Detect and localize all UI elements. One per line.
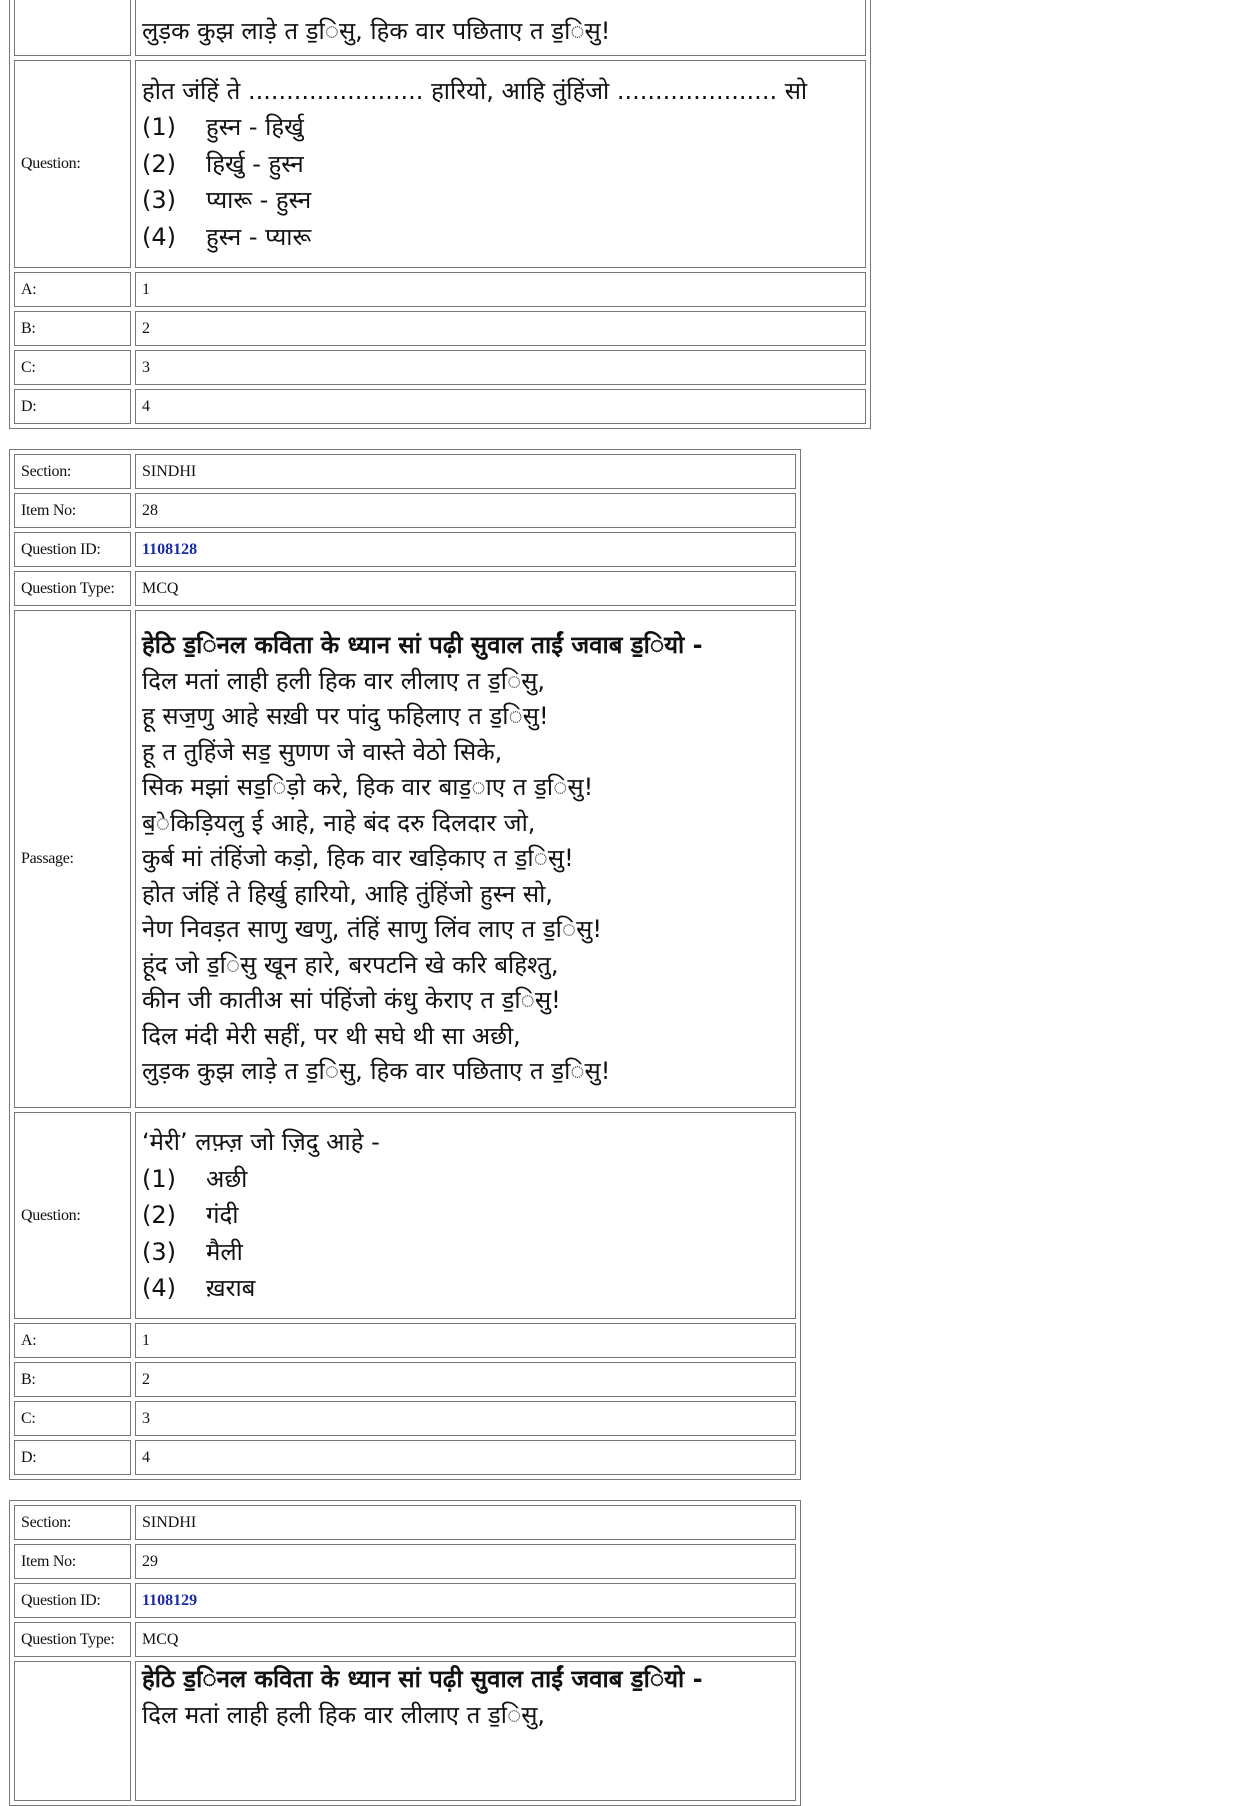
- question-stem: होत जंहिं ते ....................... हारियो, आहि तुंहिंजो ..................... सो: [142, 76, 808, 105]
- section-value: SINDHI: [135, 1505, 796, 1540]
- question-type-label: Question Type:: [14, 1622, 131, 1657]
- answer-c-label: C:: [14, 350, 131, 385]
- option-text: हुस्न - प्यारू: [206, 222, 312, 251]
- answer-b-value: 2: [135, 311, 866, 346]
- answer-a-row: [14, 1323, 796, 1358]
- option-3: [142, 1234, 789, 1271]
- answer-d-label: D:: [14, 1440, 131, 1475]
- passage-line: हू सज॒णु आहे सख़ी पर पांदु फहिलाए त ड॒िसु!: [142, 702, 549, 731]
- passage-line: हू त तुहिंजे सड॒ सुणण जे वास्ते वेठो सिके,: [142, 737, 503, 766]
- answer-b-row: [14, 311, 866, 346]
- question-row: [14, 60, 866, 268]
- question-block-29: [9, 1500, 801, 1806]
- item-no-value: 28: [135, 493, 796, 528]
- passage-row: [14, 1661, 796, 1801]
- answer-c-row: [14, 350, 866, 385]
- option-1: [142, 109, 859, 146]
- passage-label: [14, 0, 131, 56]
- option-number: (2): [142, 149, 176, 178]
- option-number: (1): [142, 113, 176, 142]
- option-1: [142, 1161, 789, 1198]
- question-label: Question:: [14, 1112, 131, 1319]
- item-no-label: Item No:: [14, 1544, 131, 1579]
- question-content: [135, 60, 866, 268]
- passage-content: [135, 610, 796, 1108]
- question-label: Question:: [14, 60, 131, 268]
- answer-c-value: 3: [135, 350, 866, 385]
- option-number: (4): [142, 1274, 176, 1303]
- question-type-value: MCQ: [135, 1622, 796, 1657]
- option-text: अछी: [206, 1164, 248, 1193]
- answer-d-row: [14, 389, 866, 424]
- question-block-27: [9, 0, 871, 429]
- question-type-label: Question Type:: [14, 571, 131, 606]
- question-type-value: MCQ: [135, 571, 796, 606]
- answer-d-label: D:: [14, 389, 131, 424]
- section-row: [14, 1505, 796, 1540]
- answer-b-row: [14, 1362, 796, 1397]
- answer-a-value: 1: [135, 272, 866, 307]
- section-value: SINDHI: [135, 454, 796, 489]
- answer-a-label: A:: [14, 1323, 131, 1358]
- passage-content: [135, 1661, 796, 1801]
- passage-heading: हेठि ड॒िनल कविता के ध्यान सां पढ़ी सुवाल ताईं जवाब ड॒ियो -: [142, 1665, 703, 1693]
- question-type-row: [14, 571, 796, 606]
- question-stem: ‘मेरी’ लफ़्ज़ जो ज़िदु आहे -: [142, 1128, 380, 1157]
- option-2: [142, 146, 859, 183]
- option-text: हिर्खु - हुस्न: [206, 149, 304, 178]
- option-text: प्यारू - हुस्न: [206, 186, 312, 215]
- answer-a-value: 1: [135, 1323, 796, 1358]
- option-number: (4): [142, 222, 176, 251]
- passage-line: सिक मझां सड॒िड़ो करे, हिक वार बाड॒ाए त ड॒िसु!: [142, 773, 594, 802]
- answer-d-value: 4: [135, 1440, 796, 1475]
- option-number: (3): [142, 1237, 176, 1266]
- passage-line: होत जंहिं ते हिर्खु हारियो, आहि तुंहिंजो हुस्न सो,: [142, 879, 553, 908]
- option-number: (2): [142, 1201, 176, 1230]
- passage-label: [14, 1661, 131, 1801]
- option-text: ख़राब: [206, 1274, 256, 1303]
- question-type-row: [14, 1622, 796, 1657]
- option-4: [142, 1270, 789, 1307]
- answer-b-label: B:: [14, 1362, 131, 1397]
- passage-line: कीन जी कातीअ सां पंहिंजो कंधु केराए त ड॒िसु!: [142, 986, 561, 1015]
- question-block-28: [9, 449, 801, 1480]
- answer-c-value: 3: [135, 1401, 796, 1436]
- section-label: Section:: [14, 454, 131, 489]
- item-no-row: [14, 1544, 796, 1579]
- answer-d-value: 4: [135, 389, 866, 424]
- question-content: [135, 1112, 796, 1319]
- answer-a-label: A:: [14, 272, 131, 307]
- answer-c-row: [14, 1401, 796, 1436]
- section-label: Section:: [14, 1505, 131, 1540]
- passage-line: दिल मंदी मेरी सहीं, पर थी सघे थी सा अछी,: [142, 1021, 521, 1050]
- option-4: [142, 219, 859, 256]
- question-id-row: [14, 1583, 796, 1618]
- passage-line: नेण निवड़त साणु खणु, तंहिं साणु लिंव लाए त ड॒िसु!: [142, 915, 602, 944]
- question-row: [14, 1112, 796, 1319]
- passage-line: लुड़क कुझ लाड़े त ड॒िसु, हिक वार पछिताए त ड॒िसु!: [142, 16, 611, 45]
- passage-label: Passage:: [14, 610, 131, 1108]
- passage-line: कुर्ब मां तंहिंजो कड़ो, हिक वार खड़िकाए त ड॒िसु!: [142, 844, 574, 873]
- option-text: गंदी: [206, 1201, 239, 1230]
- passage-row: [14, 610, 796, 1108]
- passage-row: [14, 0, 866, 56]
- passage-line: दिल मतां लाही हली हिक वार लीलाए त ड॒िसु,: [142, 1700, 546, 1729]
- option-2: [142, 1197, 789, 1234]
- question-id-value: 1108129: [135, 1583, 796, 1618]
- answer-b-label: B:: [14, 311, 131, 346]
- passage-line: हूंद जो ड॒िसु खून हारे, बरपटनि खे करि बहिश्तु,: [142, 950, 559, 979]
- passage-line: लुड़क कुझ लाड़े त ड॒िसु, हिक वार पछिताए त ड॒िसु!: [142, 1057, 611, 1086]
- item-no-value: 29: [135, 1544, 796, 1579]
- option-number: (1): [142, 1164, 176, 1193]
- question-id-row: [14, 532, 796, 567]
- passage-heading: हेठि ड॒िनल कविता के ध्यान सां पढ़ी सुवाल ताईं जवाब ड॒ियो -: [142, 631, 703, 660]
- option-text: मैली: [206, 1237, 243, 1266]
- section-row: [14, 454, 796, 489]
- item-no-row: [14, 493, 796, 528]
- option-text: हुस्न - हिर्खु: [206, 113, 304, 142]
- answer-b-value: 2: [135, 1362, 796, 1397]
- answer-d-row: [14, 1440, 796, 1475]
- option-3: [142, 182, 859, 219]
- passage-content: [135, 0, 866, 56]
- question-id-label: Question ID:: [14, 1583, 131, 1618]
- answer-a-row: [14, 272, 866, 307]
- item-no-label: Item No:: [14, 493, 131, 528]
- question-id-label: Question ID:: [14, 532, 131, 567]
- question-id-value: 1108128: [135, 532, 796, 567]
- passage-line: दिल मतां लाही हली हिक वार लीलाए त ड॒िसु,: [142, 666, 546, 695]
- passage-line: ब॒ेकिड़ियलु ई आहे, नाहे बंद दरु दिलदार जो,: [142, 808, 536, 837]
- option-number: (3): [142, 186, 176, 215]
- answer-c-label: C:: [14, 1401, 131, 1436]
